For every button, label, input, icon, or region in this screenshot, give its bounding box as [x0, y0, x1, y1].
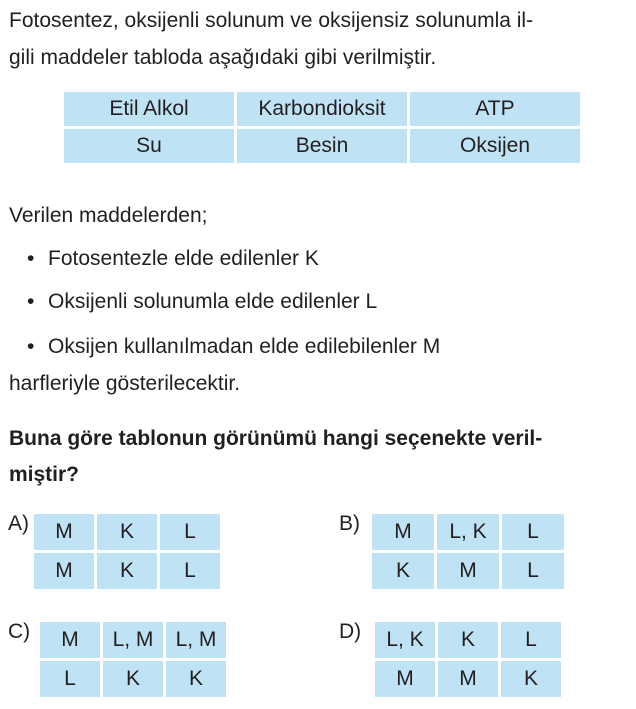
option-a-table: [31, 511, 223, 592]
table-cell: K: [103, 661, 163, 697]
table-cell: L: [40, 661, 100, 697]
table-cell: Besin: [237, 129, 407, 163]
table-cell: L: [160, 514, 220, 550]
given-lead: Verilen maddelerden;: [9, 204, 208, 227]
table-cell: L: [502, 514, 564, 550]
bullet-icon: •: [27, 335, 35, 358]
table-cell: L, M: [166, 622, 226, 658]
option-c-table: [37, 619, 229, 700]
table-cell: L: [160, 553, 220, 589]
given-tail: harfleriyle gösterilecektir.: [9, 372, 241, 395]
bullet-item: [27, 246, 319, 272]
table-row: [40, 661, 226, 697]
table-cell: M: [372, 514, 434, 550]
substance-table: [61, 89, 583, 166]
option-d-label: D): [339, 620, 362, 643]
question-line-1: Buna göre tablonun görünümü hangi seçenekte veril-: [9, 427, 543, 450]
table-row: [64, 129, 580, 163]
table-cell: L, K: [375, 622, 435, 658]
table-cell: M: [438, 661, 498, 697]
table-cell: Karbondioksit: [237, 92, 407, 126]
table-cell: K: [97, 553, 157, 589]
table-cell: K: [438, 622, 498, 658]
table-cell: L, M: [103, 622, 163, 658]
table-cell: Oksijen: [410, 129, 580, 163]
intro-line-2: gili maddeler tabloda aşağıdaki gibi verilmiştir.: [9, 46, 437, 69]
table-cell: M: [437, 553, 499, 589]
table-cell: M: [34, 514, 94, 550]
table-row: [40, 622, 226, 658]
table-row: [372, 514, 564, 550]
table-cell: L: [501, 622, 561, 658]
table-cell: Su: [64, 129, 234, 163]
table-cell: M: [375, 661, 435, 697]
table-cell: K: [372, 553, 434, 589]
table-cell: L: [502, 553, 564, 589]
option-c-label: C): [8, 620, 31, 643]
table-cell: ATP: [410, 92, 580, 126]
table-cell: M: [34, 553, 94, 589]
table-cell: K: [97, 514, 157, 550]
table-row: [375, 622, 561, 658]
bullet-text: Fotosentezle elde edilenler K: [48, 247, 319, 270]
bullet-icon: •: [27, 290, 35, 313]
intro-line-1: Fotosentez, oksijenli solunum ve oksijensiz solunumla il-: [9, 9, 534, 32]
table-row: [375, 661, 561, 697]
bullet-icon: •: [27, 247, 35, 270]
bullet-text: Oksijen kullanılmadan elde edilebilenler M: [48, 335, 441, 358]
bullet-item: [27, 289, 377, 315]
option-b-label: B): [339, 512, 360, 535]
question-line-2: miştir?: [9, 463, 80, 486]
bullet-item: [27, 334, 440, 360]
table-cell: K: [501, 661, 561, 697]
table-row: [34, 553, 220, 589]
table-cell: L, K: [437, 514, 499, 550]
option-a-label: A): [8, 512, 29, 535]
option-d-table: [372, 619, 564, 700]
table-cell: Etil Alkol: [64, 92, 234, 126]
table-cell: M: [40, 622, 100, 658]
bullet-text: Oksijenli solunumla elde edilenler L: [48, 290, 378, 313]
table-row: [64, 92, 580, 126]
table-row: [34, 514, 220, 550]
table-row: [372, 553, 564, 589]
option-b-table: [369, 511, 567, 592]
table-cell: K: [166, 661, 226, 697]
